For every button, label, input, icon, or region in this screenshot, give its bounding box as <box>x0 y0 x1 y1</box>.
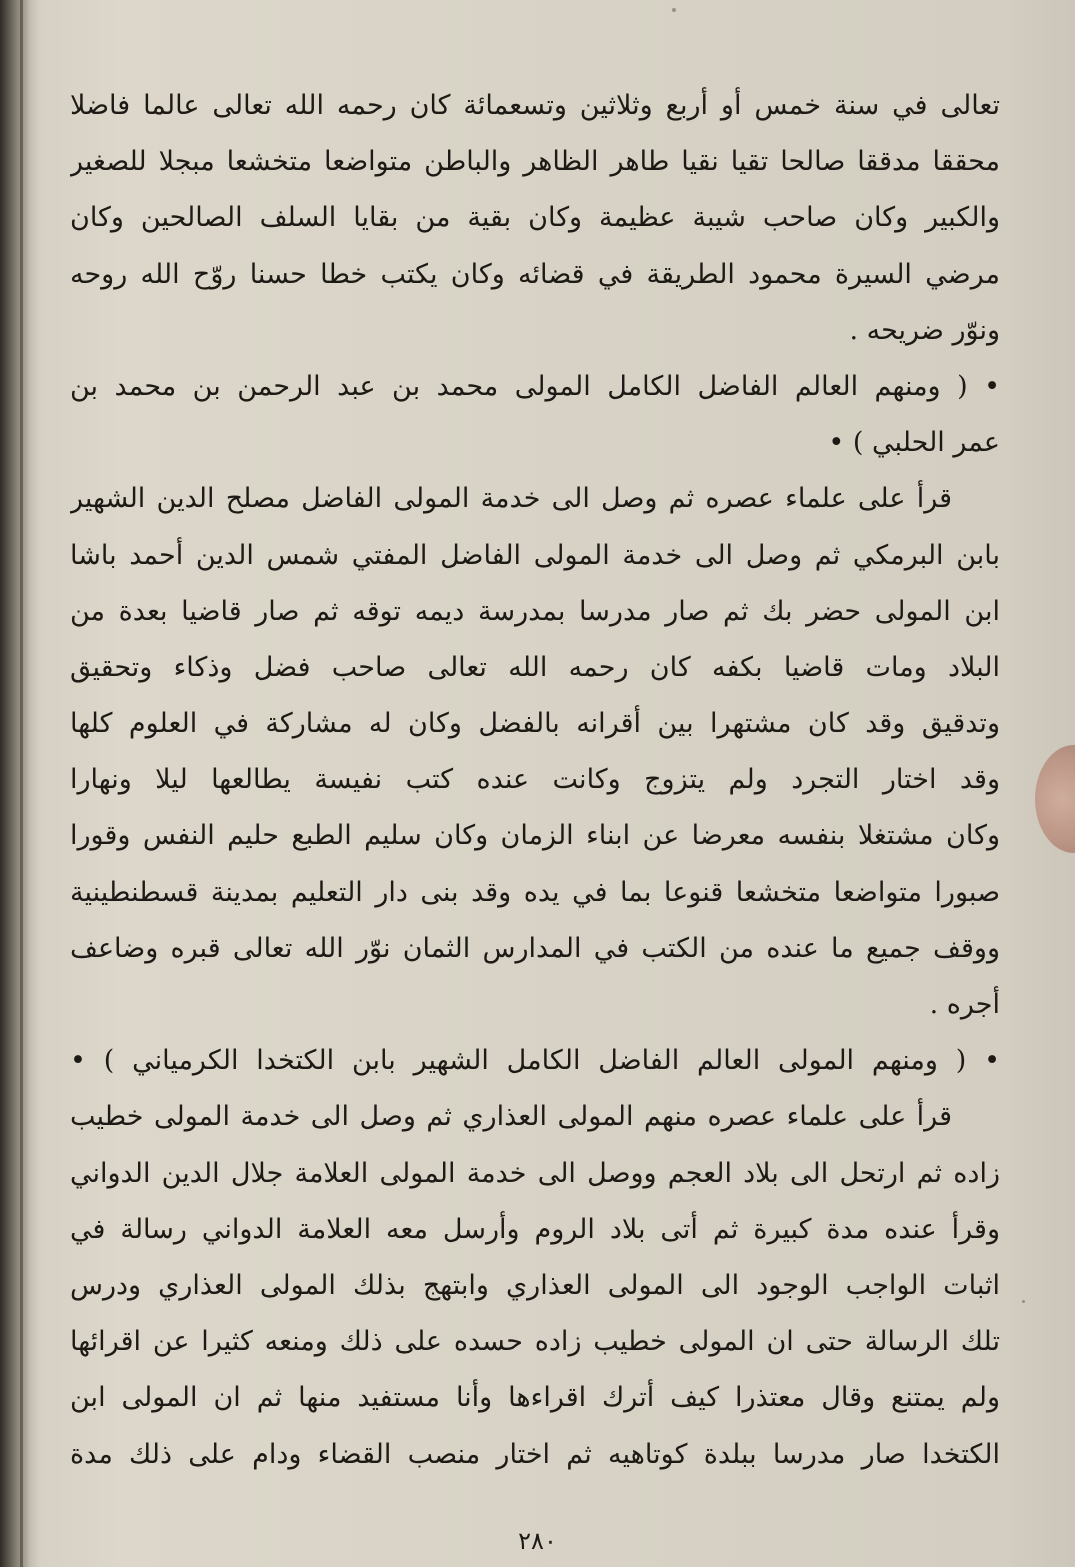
text-line: زاده ثم ارتحل الى بلاد العجم ووصل الى خدمة المولى العلامة جلال الدين الدواني <box>70 1157 1000 1189</box>
text-line: وقرأ عنده مدة كبيرة ثم أتى بلاد الروم وأرسل معه العلامة الدواني رسالة في <box>70 1213 1000 1245</box>
section-heading-line: عمر الحلبي ) • <box>828 427 1000 459</box>
text-line: البلاد ومات قاضيا بكفه كان رحمه الله تعالى صاحب فضل وذكاء وتحقيق <box>70 651 1000 683</box>
text-line: ونوّر ضريحه . <box>849 314 1000 346</box>
text-line: بابن البرمكي ثم وصل الى خدمة المولى الفاضل المفتي شمس الدين أحمد باشا <box>70 539 1000 571</box>
text-line: وكان مشتغلا بنفسه معرضا عن ابناء الزمان وكان سليم الطبع حليم النفس وقورا <box>70 820 1000 852</box>
arabic-text-block <box>70 78 1000 1483</box>
paper-speck <box>672 8 676 12</box>
section-heading-line: • ( ومنهم المولى العالم الفاضل الكامل الشهير بابن الكتخدا الكرمياني ) • <box>70 1045 1000 1077</box>
page-edge-line <box>20 0 23 1567</box>
text-line: ووقف جميع ما عنده من الكتب في المدارس الثمان نوّر الله تعالى قبره وضاعف <box>70 932 1000 964</box>
text-line: محققا مدققا صالحا تقيا نقيا طاهر الظاهر والباطن متواضعا متخشعا مبجلا للصغير <box>70 146 1000 178</box>
text-line: والكبير وكان صاحب شيبة عظيمة وكان بقية من بقايا السلف الصالحين وكان <box>70 202 1000 234</box>
text-line: وقد اختار التجرد ولم يتزوج وكانت عنده كتب نفيسة يطالعها ليلا ونهارا <box>70 764 1000 796</box>
thumb-edge <box>1035 745 1075 853</box>
text-line: ابن المولى حضر بك ثم صار مدرسا بمدرسة ديمه توقه ثم صار قاضيا بعدة من <box>70 595 1000 627</box>
page-number: ٢٨٠ <box>518 1527 557 1555</box>
text-line: صبورا متواضعا متخشعا قنوعا بما في يده وقد بنى دار التعليم بمدينة قسطنطينية <box>70 876 1000 908</box>
text-line: تلك الرسالة حتى ان المولى خطيب زاده حسده على ذلك ومنعه كثيرا عن اقرائها <box>70 1326 1000 1358</box>
text-line: الكتخدا صار مدرسا ببلدة كوتاهيه ثم اختار منصب القضاء ودام على ذلك مدة <box>70 1438 1000 1470</box>
book-binding-shadow <box>0 0 30 1567</box>
section-heading-line: • ( ومنهم العالم الفاضل الكامل المولى محمد بن عبد الرحمن بن محمد بن <box>70 370 1000 402</box>
text-line: مرضي السيرة محمود الطريقة في قضائه وكان يكتب خطا حسنا روّح الله روحه <box>70 258 1000 290</box>
text-line: قرأ على علماء عصره ثم وصل الى خدمة المولى الفاضل مصلح الدين الشهير <box>70 483 952 515</box>
text-line: أجره . <box>929 989 1000 1020</box>
paper-speck <box>1022 1300 1025 1303</box>
text-line: اثبات الواجب الوجود الى المولى العذاري وابتهج بذلك المولى العذاري ودرس <box>70 1269 1000 1301</box>
text-line: قرأ على علماء عصره منهم المولى العذاري ثم وصل الى خدمة المولى خطيب <box>70 1101 952 1133</box>
text-line: وتدقيق وقد كان مشتهرا بين أقرانه بالفضل وكان له مشاركة في العلوم كلها <box>70 708 1000 740</box>
text-line: تعالى في سنة خمس أو أربع وثلاثين وتسعمائة كان رحمه الله تعالى عالما فاضلا <box>70 90 1000 121</box>
text-line: ولم يمتنع وقال معتذرا كيف أترك اقراءها وأنا مستفيد منها ثم ان المولى ابن <box>70 1382 1000 1414</box>
